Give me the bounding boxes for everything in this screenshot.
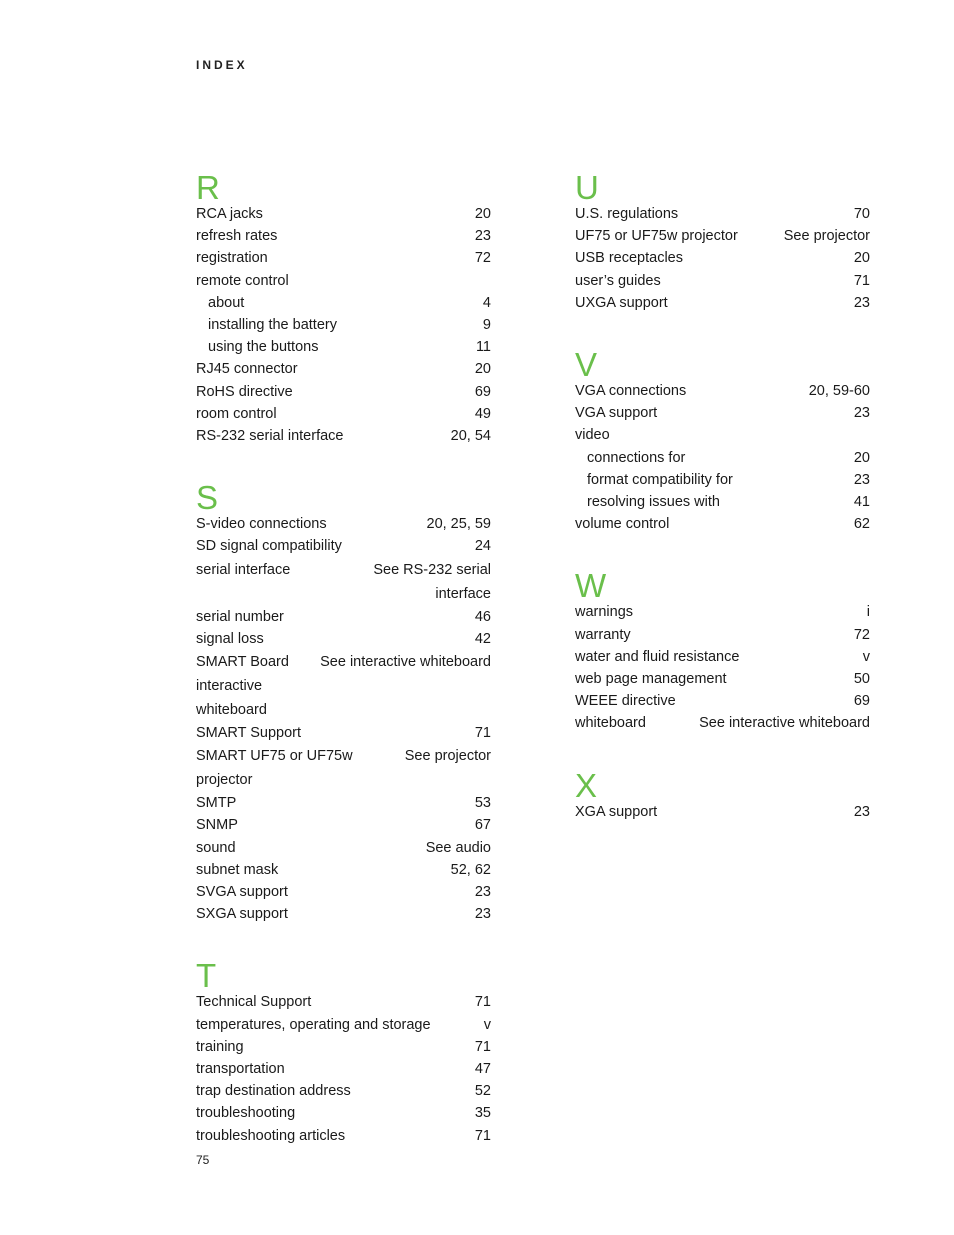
index-entry xyxy=(196,270,491,292)
section-letter: S xyxy=(196,479,219,517)
section-letter: T xyxy=(196,957,217,995)
entry-page-ref: See interactive whiteboard xyxy=(699,715,870,732)
index-subentry xyxy=(196,314,491,336)
entry-term: sound xyxy=(196,839,236,856)
index-entry xyxy=(196,814,491,836)
entry-page-ref: 20 xyxy=(474,361,491,378)
index-section xyxy=(575,347,870,535)
entry-term: SMART UF75 or UF75w projector xyxy=(196,748,353,789)
section-letter: X xyxy=(575,766,598,804)
entry-page-ref: 23 xyxy=(853,405,870,422)
index-section xyxy=(575,768,870,823)
entry-term: training xyxy=(196,1038,244,1055)
index-column-left xyxy=(196,170,491,1180)
entry-page-ref: v xyxy=(483,1016,491,1033)
index-entry xyxy=(575,624,870,646)
entry-page-ref: 46 xyxy=(474,608,491,625)
entry-term: USB receptacles xyxy=(575,250,683,267)
entry-term: whiteboard xyxy=(575,715,646,732)
entry-term: UF75 or UF75w projector xyxy=(575,228,738,245)
index-entry xyxy=(575,601,870,623)
entry-page-ref: 72 xyxy=(853,626,870,643)
entry-term: SMART Support xyxy=(196,725,302,742)
index-entry xyxy=(196,628,491,650)
entry-term: remote control xyxy=(196,272,289,289)
index-entry xyxy=(575,247,870,269)
entry-term: SVGA support xyxy=(196,884,288,901)
index-entry xyxy=(196,1036,491,1058)
index-entry xyxy=(196,247,491,269)
entry-page-ref: 69 xyxy=(853,693,870,710)
index-entry xyxy=(196,606,491,628)
index-column-right xyxy=(575,170,870,856)
entry-page-ref: 47 xyxy=(474,1061,491,1078)
entry-term: U.S. regulations xyxy=(575,206,679,222)
entry-page-ref: 62 xyxy=(853,516,870,533)
entry-term: Technical Support xyxy=(196,994,312,1011)
index-entry xyxy=(575,380,870,402)
index-entry xyxy=(196,535,491,557)
entry-term: volume control xyxy=(575,516,670,533)
entry-page-ref: 20, 25, 59 xyxy=(426,516,491,533)
entry-term: web page management xyxy=(575,671,727,688)
index-entry xyxy=(575,292,870,314)
entry-page-ref: 11 xyxy=(475,339,491,356)
index-entry xyxy=(196,203,491,225)
entry-page-ref: 20 xyxy=(474,206,491,222)
entry-term: VGA support xyxy=(575,405,658,422)
entry-term: temperatures, operating and storage xyxy=(196,1016,431,1033)
entry-page-ref: 42 xyxy=(474,630,491,647)
entry-term: connections for xyxy=(587,449,686,466)
entry-term: serial number xyxy=(196,608,284,625)
entry-term: subnet mask xyxy=(196,861,279,878)
entry-term: transportation xyxy=(196,1061,285,1078)
entry-term: water and fluid resistance xyxy=(575,648,740,665)
entry-page-ref: 52, 62 xyxy=(450,861,491,878)
entry-page-ref: 4 xyxy=(482,294,491,311)
index-section xyxy=(575,170,870,314)
index-entry xyxy=(196,403,491,425)
entry-term: serial interface xyxy=(196,561,291,578)
entry-term: user’s guides xyxy=(575,272,661,289)
entry-term: video xyxy=(575,427,610,444)
entry-page-ref: v xyxy=(862,648,870,665)
index-entry xyxy=(196,558,491,606)
index-entry xyxy=(196,744,491,792)
index-entry xyxy=(196,1058,491,1080)
entry-page-ref: 24 xyxy=(474,538,491,555)
index-entry xyxy=(196,792,491,814)
entry-page-ref: 23 xyxy=(474,228,491,245)
section-letter: V xyxy=(575,346,598,384)
entry-page-ref: See projector xyxy=(404,748,491,765)
index-entry xyxy=(575,225,870,247)
index-entry xyxy=(575,513,870,535)
section-letter: W xyxy=(575,567,607,605)
index-entry xyxy=(196,1080,491,1102)
entry-term: VGA connections xyxy=(575,383,687,400)
entry-term: warnings xyxy=(575,604,634,621)
index-entry xyxy=(575,690,870,712)
entry-term: RCA jacks xyxy=(196,206,263,222)
entry-term: refresh rates xyxy=(196,228,278,245)
entry-term: RS-232 serial interface xyxy=(196,428,344,445)
index-entry xyxy=(196,425,491,447)
index-entry xyxy=(196,1014,491,1036)
entry-term: warranty xyxy=(575,626,631,643)
entry-term: registration xyxy=(196,250,268,267)
entry-term: S-video connections xyxy=(196,516,327,533)
entry-page-ref: i xyxy=(866,604,870,621)
index-entry xyxy=(196,881,491,903)
entry-term: RJ45 connector xyxy=(196,361,298,378)
entry-page-ref: 23 xyxy=(474,884,491,901)
section-letter: U xyxy=(575,169,599,206)
section-letter: R xyxy=(196,169,220,206)
entry-page-ref: See RS-232 serial interface xyxy=(373,561,491,602)
entry-page-ref: 71 xyxy=(474,1127,491,1144)
index-section xyxy=(575,568,870,734)
entry-term: format compatibility for xyxy=(587,471,733,488)
entry-page-ref: 71 xyxy=(853,272,870,289)
entry-term: troubleshooting xyxy=(196,1105,296,1122)
entry-page-ref: 70 xyxy=(853,206,870,222)
index-entry xyxy=(196,837,491,859)
entry-term: SNMP xyxy=(196,817,238,834)
entry-page-ref: See interactive whiteboard xyxy=(320,654,491,671)
entry-page-ref: 23 xyxy=(474,906,491,923)
entry-page-ref: 20 xyxy=(853,449,870,466)
index-section xyxy=(196,958,491,1146)
index-entry xyxy=(196,903,491,925)
index-subentry xyxy=(575,491,870,513)
entry-page-ref: See projector xyxy=(783,228,870,245)
index-section xyxy=(196,170,491,447)
entry-page-ref: 52 xyxy=(474,1083,491,1100)
index-subentry xyxy=(575,469,870,491)
index-entry xyxy=(196,1102,491,1124)
index-entry xyxy=(196,513,491,535)
entry-term: installing the battery xyxy=(208,317,337,334)
entry-page-ref: 20, 54 xyxy=(450,428,491,445)
entry-page-ref: 9 xyxy=(482,317,491,334)
index-entry xyxy=(575,402,870,424)
index-entry xyxy=(575,203,870,225)
index-subentry xyxy=(196,292,491,314)
entry-page-ref: 71 xyxy=(474,1038,491,1055)
entry-page-ref: 71 xyxy=(474,725,491,742)
entry-page-ref: 67 xyxy=(474,817,491,834)
entry-term: SD signal compatibility xyxy=(196,538,342,555)
entry-page-ref: 35 xyxy=(474,1105,491,1122)
entry-term: SXGA support xyxy=(196,906,288,923)
entry-page-ref: 20, 59-60 xyxy=(808,383,870,400)
entry-page-ref: 50 xyxy=(853,671,870,688)
entry-page-ref: 41 xyxy=(853,494,870,511)
index-entry xyxy=(575,668,870,690)
entry-term: WEEE directive xyxy=(575,693,676,710)
entry-term: using the buttons xyxy=(208,339,319,356)
index-entry xyxy=(196,358,491,380)
index-entry xyxy=(196,991,491,1013)
index-entry xyxy=(196,225,491,247)
entry-term: troubleshooting articles xyxy=(196,1127,346,1144)
entry-page-ref: 23 xyxy=(853,803,870,820)
entry-page-ref: 69 xyxy=(474,383,491,400)
index-subentry xyxy=(196,336,491,358)
entry-page-ref: 71 xyxy=(474,994,491,1011)
entry-page-ref: 49 xyxy=(474,405,491,422)
entry-term: resolving issues with xyxy=(587,494,720,511)
index-entry xyxy=(575,424,870,446)
entry-term: signal loss xyxy=(196,630,264,647)
entry-page-ref: 53 xyxy=(474,795,491,812)
entry-page-ref: 72 xyxy=(474,250,491,267)
entry-term: trap destination address xyxy=(196,1083,351,1100)
entry-term: room control xyxy=(196,405,277,422)
index-entry xyxy=(196,722,491,744)
index-entry xyxy=(196,1125,491,1147)
entry-term: UXGA support xyxy=(575,294,668,311)
index-entry xyxy=(196,650,491,722)
index-entry xyxy=(196,859,491,881)
index-entry xyxy=(575,712,870,734)
entry-term: XGA support xyxy=(575,803,658,820)
index-subentry xyxy=(575,447,870,469)
entry-page-ref: See audio xyxy=(425,839,491,856)
running-header: INDEX xyxy=(196,58,248,72)
index-entry xyxy=(575,270,870,292)
entry-term: SMART Board interactive whiteboard xyxy=(196,654,289,719)
entry-page-ref: 23 xyxy=(853,471,870,488)
index-entry xyxy=(575,801,870,823)
index-entry xyxy=(196,381,491,403)
index-section xyxy=(196,480,491,925)
entry-page-ref: 20 xyxy=(853,250,870,267)
entry-term: about xyxy=(208,294,245,311)
index-entry xyxy=(575,646,870,668)
entry-term: RoHS directive xyxy=(196,383,293,400)
entry-page-ref: 23 xyxy=(853,294,870,311)
page-number: 75 xyxy=(196,1153,210,1167)
entry-term: SMTP xyxy=(196,795,237,812)
